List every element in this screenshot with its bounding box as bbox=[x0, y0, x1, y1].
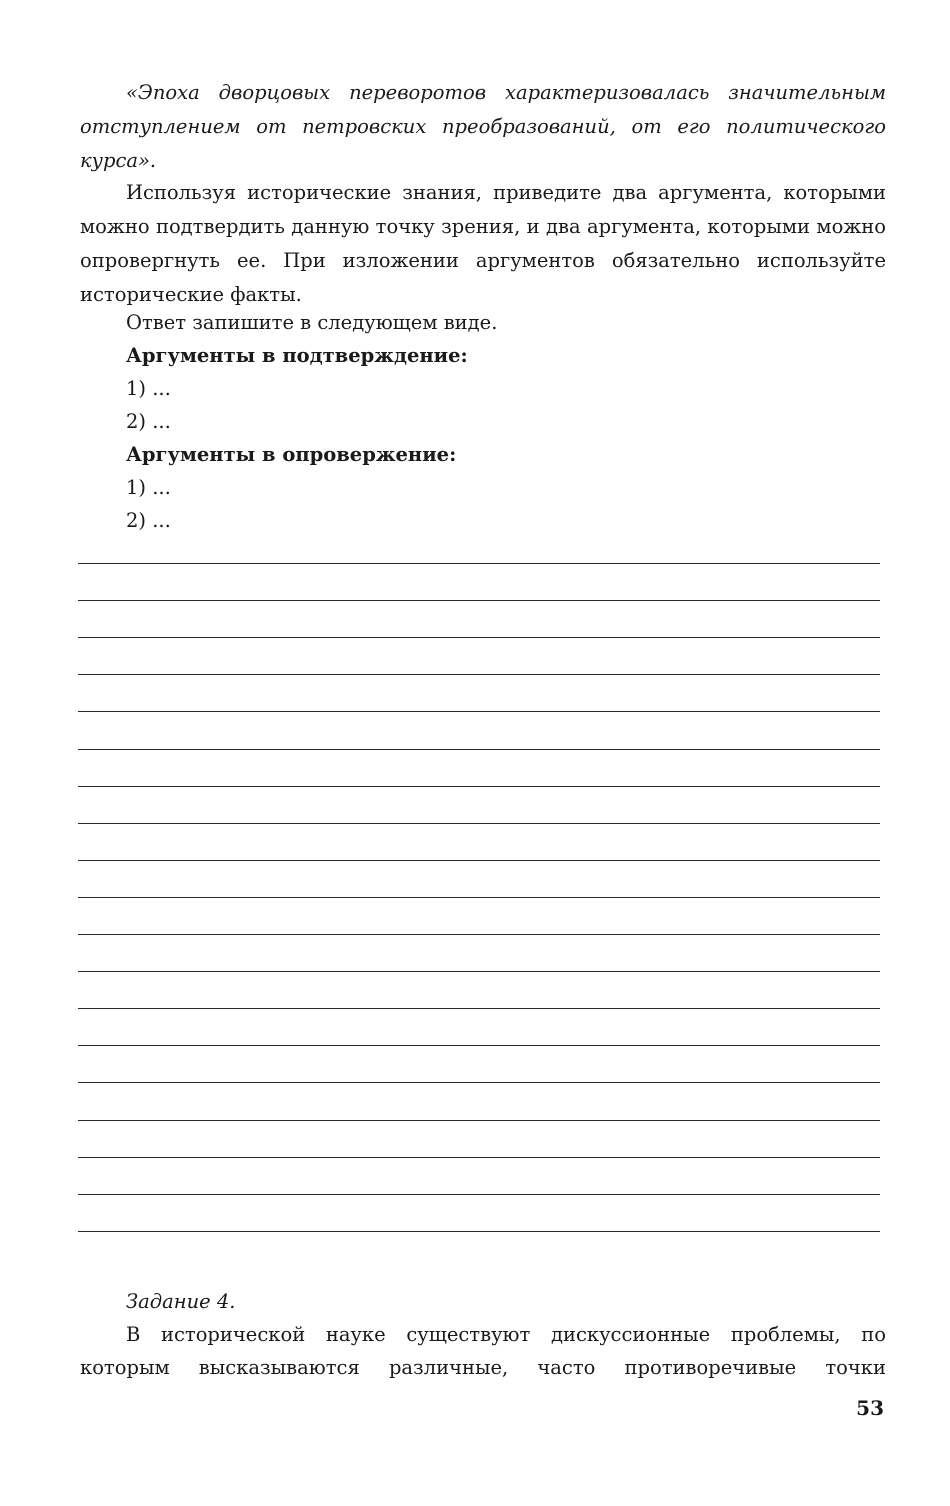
writing-line[interactable] bbox=[78, 1194, 880, 1195]
writing-line[interactable] bbox=[78, 1120, 880, 1121]
writing-line[interactable] bbox=[78, 786, 880, 787]
writing-line[interactable] bbox=[78, 749, 880, 750]
writing-line[interactable] bbox=[78, 1008, 880, 1009]
writing-line[interactable] bbox=[78, 971, 880, 972]
page-number: 53 bbox=[856, 1396, 884, 1420]
writing-line[interactable] bbox=[78, 1231, 880, 1232]
answer-instruction: Ответ запишите в следующем виде. bbox=[126, 311, 498, 334]
answer-format-block bbox=[126, 306, 886, 537]
writing-line[interactable] bbox=[78, 1045, 880, 1046]
confirm-item: 2) ... bbox=[126, 410, 171, 433]
next-task-heading: Задание 4. bbox=[126, 1290, 236, 1313]
next-task-text: В исторической науке существуют дискуссионные проблемы, по которым высказываются различные, часто противоречивые точки bbox=[80, 1323, 886, 1379]
confirm-heading: Аргументы в подтверждение: bbox=[126, 344, 468, 367]
writing-line[interactable] bbox=[78, 637, 880, 638]
writing-line[interactable] bbox=[78, 600, 880, 601]
refute-item: 2) ... bbox=[126, 509, 171, 532]
quote-paragraph: «Эпоха дворцовых переворотов характеризовалась значительным отступлением от петровских преобразований, от его политического курса». bbox=[80, 81, 886, 172]
writing-line[interactable] bbox=[78, 674, 880, 675]
writing-line[interactable] bbox=[78, 934, 880, 935]
refute-item: 1) ... bbox=[126, 476, 171, 499]
writing-line[interactable] bbox=[78, 823, 880, 824]
writing-line[interactable] bbox=[78, 1082, 880, 1083]
writing-line[interactable] bbox=[78, 860, 880, 861]
task-instruction-paragraph: Используя исторические знания, приведите два аргумента, которыми можно подтвердить данную точку зрения, и два аргумента, которыми можно опровергнуть ее. При изложении аргументов обязательно используйте исторические факты. bbox=[80, 181, 886, 306]
confirm-item: 1) ... bbox=[126, 377, 171, 400]
writing-line[interactable] bbox=[78, 563, 880, 564]
writing-line[interactable] bbox=[78, 897, 880, 898]
writing-line[interactable] bbox=[78, 711, 880, 712]
writing-line[interactable] bbox=[78, 1157, 880, 1158]
refute-heading: Аргументы в опровержение: bbox=[126, 443, 457, 466]
